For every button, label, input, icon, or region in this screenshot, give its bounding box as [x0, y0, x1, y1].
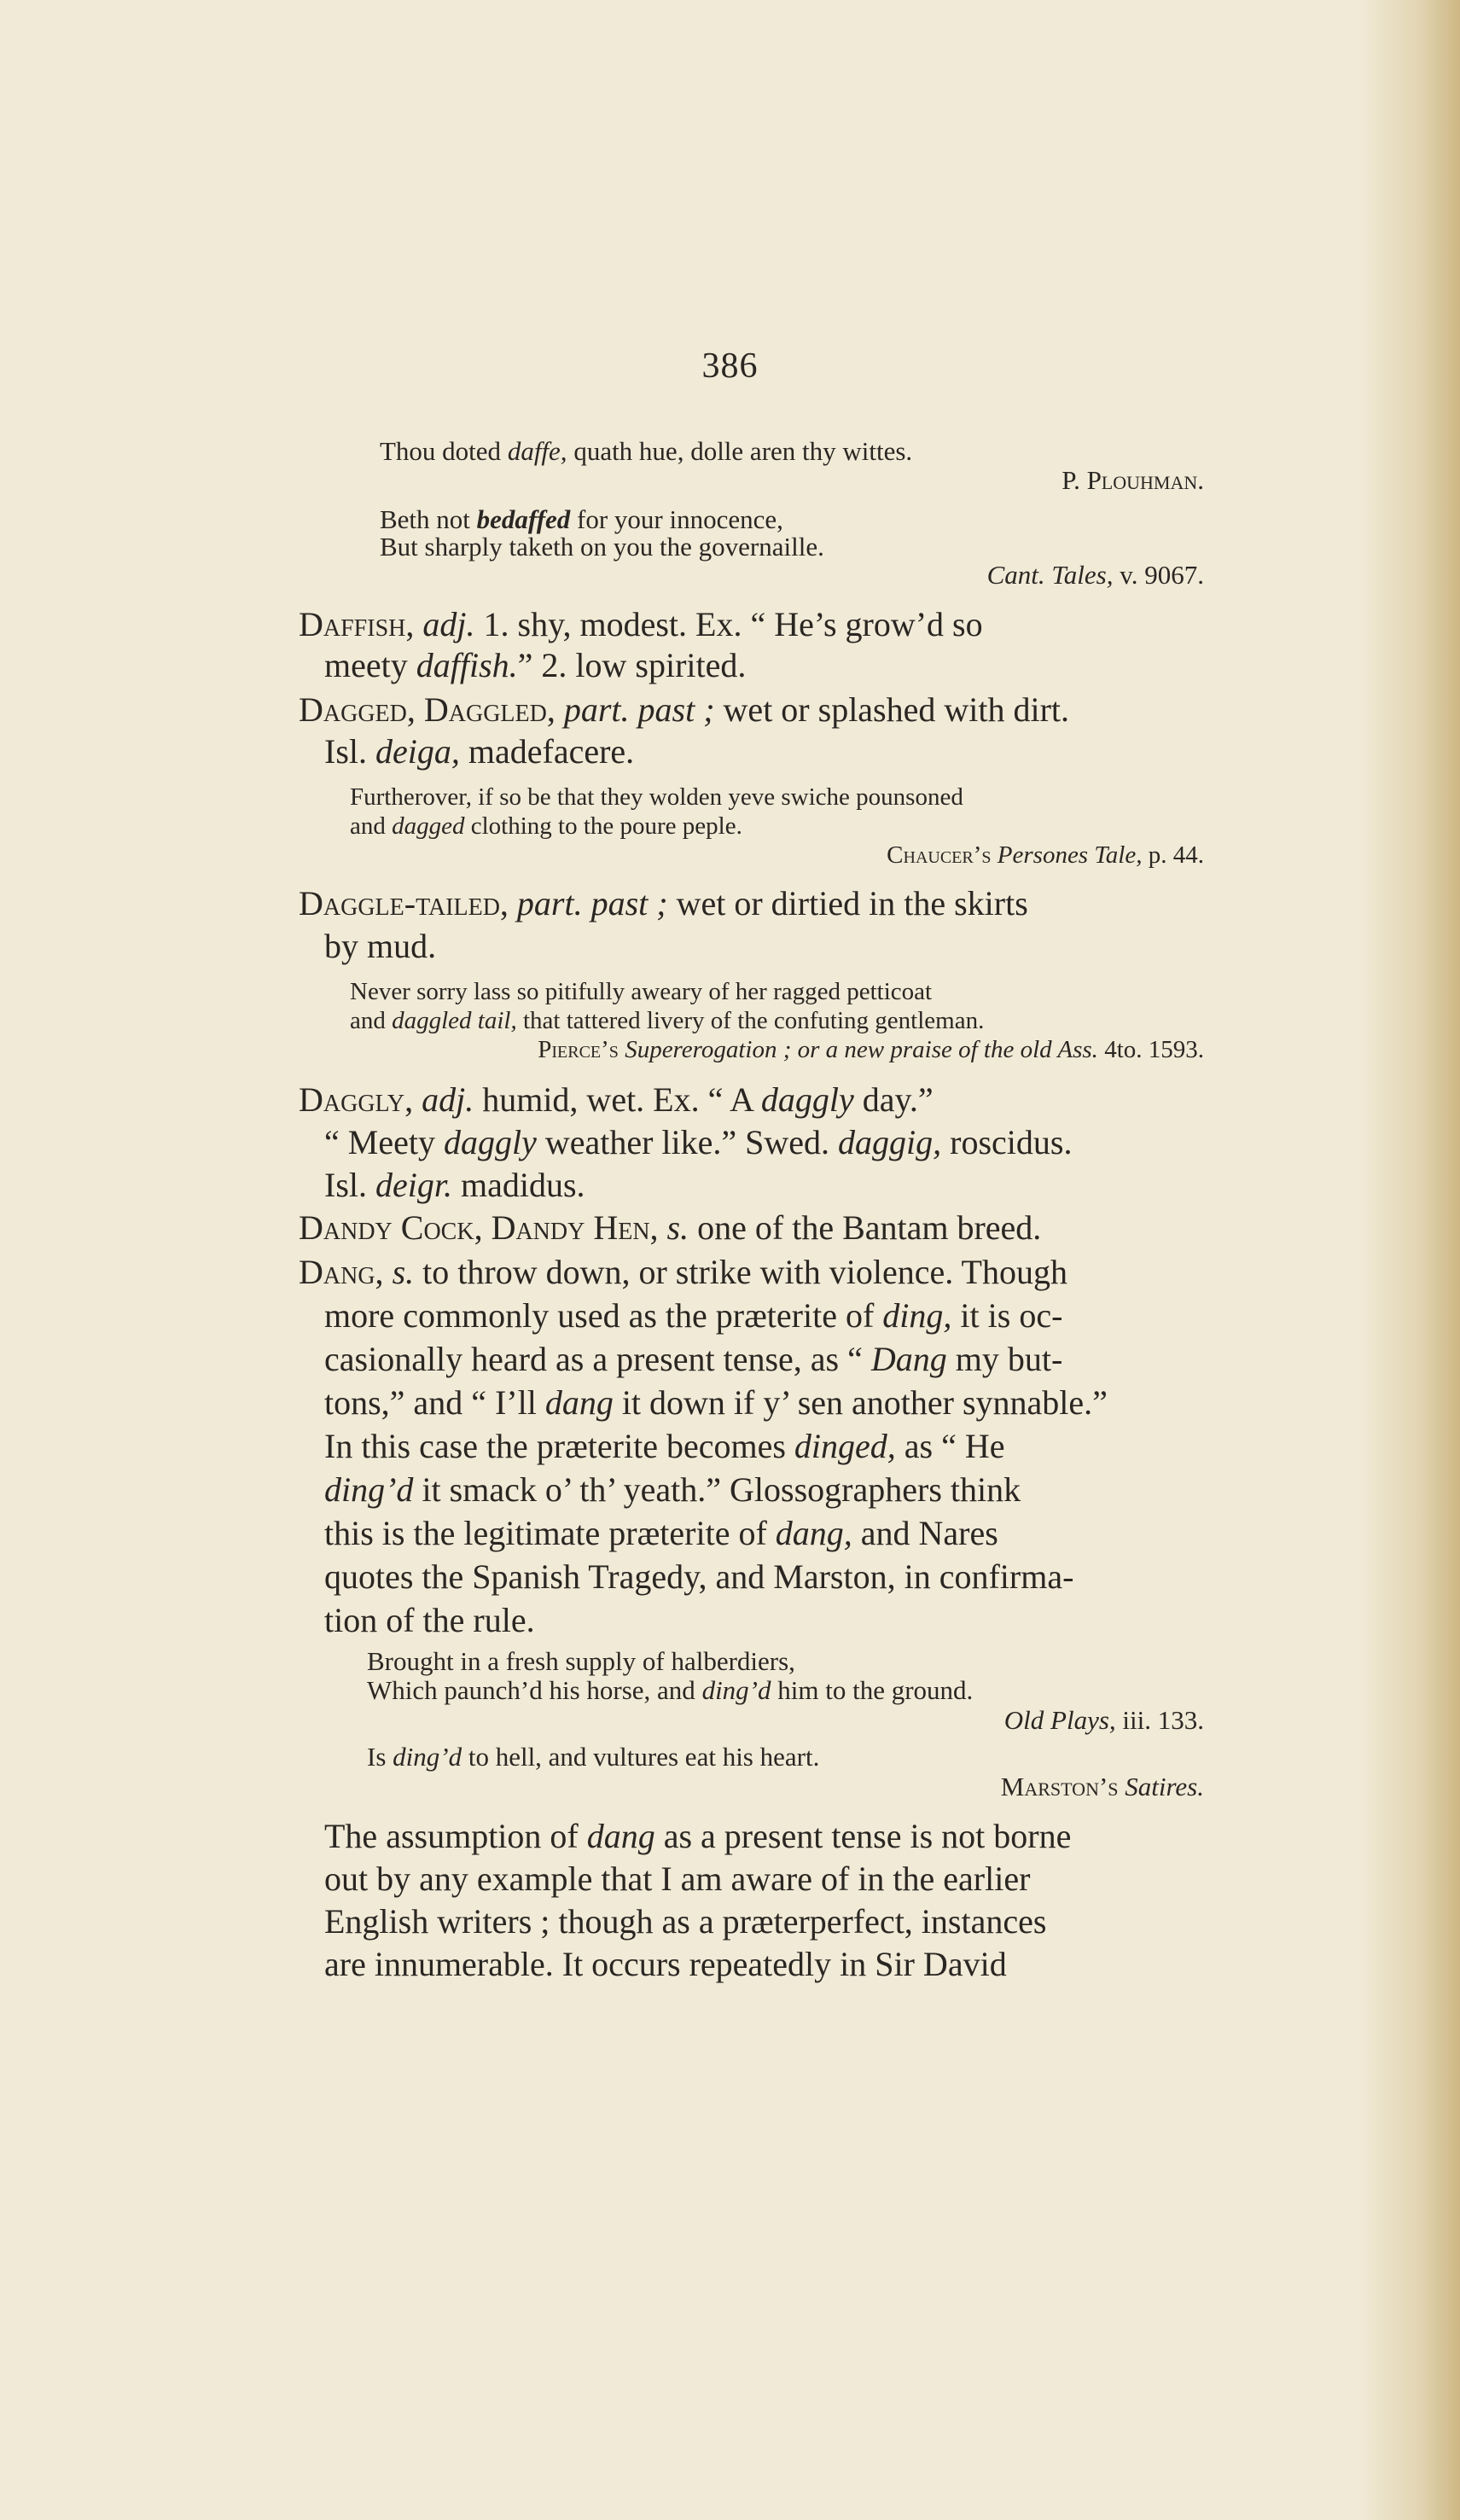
quote-line: But sharply taketh on you the governaille. — [380, 532, 824, 562]
entry-daggly-line: Isl. deigr. madidus. — [324, 1166, 585, 1204]
entry-dang-line: casionally heard as a present tense, as “ Dang my but- — [324, 1340, 1063, 1378]
entry-dagged-line: Dagged, Daggled, part. past ; wet or splashed with dirt. — [299, 690, 1070, 729]
entry-dang-line: Dang, s. to throw down, or strike with violence. Though — [299, 1253, 1067, 1291]
entry-daffish-line: Daffish, adj. 1. shy, modest. Ex. “ He’s grow’d so — [299, 605, 983, 643]
quote-line: and dagged clothing to the poure peple. — [350, 812, 742, 840]
entry-dang-line: more commonly used as the præterite of ding, it is oc- — [324, 1296, 1063, 1335]
quote-line: Beth not bedaffed for your innocence, — [380, 504, 783, 534]
entry-dang-line: quotes the Spanish Tragedy, and Marston, in confirma- — [324, 1557, 1074, 1596]
quote-line: Never sorry lass so pitifully aweary of her ragged petticoat — [350, 978, 933, 1005]
quote-line: Brought in a fresh supply of halberdiers, — [367, 1646, 795, 1676]
headword: Daggly, — [299, 1080, 414, 1119]
entry-daggly-line: “ Meety daggly weather like.” Swed. daggig, roscidus. — [324, 1123, 1073, 1161]
entry-daggle-tailed-line: Daggle-tailed, part. past ; wet or dirtied in the skirts — [299, 884, 1028, 922]
quote-attribution: Pierce’s Supererogation ; or a new praise of the old Ass. 4to. 1593. — [538, 1036, 1204, 1063]
quote-line: and daggled tail, that tattered livery of the confuting gentleman. — [350, 1007, 985, 1034]
headword: Dandy Cock, Dandy Hen, — [299, 1208, 659, 1247]
quote-attribution: Cant. Tales, v. 9067. — [986, 560, 1204, 590]
quote-line: Which paunch’d his horse, and ding’d him to the ground. — [367, 1675, 974, 1705]
paragraph-line: out by any example that I am aware of in the earlier — [324, 1859, 1031, 1898]
quote-line: Furtherover, if so be that they wolden yeve swiche pounsoned — [350, 783, 963, 811]
quote-attribution: Old Plays, iii. 133. — [1003, 1705, 1204, 1735]
entry-dagged-line: Isl. deiga, madefacere. — [324, 732, 635, 771]
headword: Daffish, — [299, 605, 415, 643]
paragraph-line: English writers ; though as a præterperfect, instances — [324, 1902, 1047, 1941]
paragraph-line: are innumerable. It occurs repeatedly in Sir David — [324, 1945, 1007, 1983]
quote-line: Thou doted daffe, quath hue, dolle aren thy wittes. — [380, 436, 913, 466]
entry-dang-line: this is the legitimate præterite of dang, and Nares — [324, 1514, 998, 1552]
headword: Daggle-tailed, — [299, 884, 509, 922]
entry-dang-line: ding’d it smack o’ th’ yeath.” Glossographers think — [324, 1470, 1021, 1509]
entry-daffish-line: meety daffish.” 2. low spirited. — [324, 646, 747, 684]
quote-attribution: Marston’s Satires. — [1000, 1772, 1204, 1801]
headword: Dang, — [299, 1253, 384, 1291]
entry-daggle-tailed-line: by mud. — [324, 927, 437, 965]
quote-line: Is ding’d to hell, and vultures eat his heart. — [367, 1742, 820, 1772]
entry-dandy-line: Dandy Cock, Dandy Hen, s. one of the Bantam breed. — [299, 1208, 1042, 1247]
entry-dang-line: In this case the præterite becomes dinged, as “ He — [324, 1427, 1005, 1465]
paragraph-line: The assumption of dang as a present tense is not borne — [324, 1817, 1072, 1855]
page-number: 386 — [701, 346, 759, 386]
entry-dang-line: tons,” and “ I’ll dang it down if y’ sen another synnable.” — [324, 1383, 1108, 1422]
quote-attribution: P. Plouhman. — [1062, 465, 1204, 495]
quote-attribution: Chaucer’s Persones Tale, p. 44. — [887, 841, 1204, 869]
headword: Dagged, Daggled, — [299, 690, 555, 729]
entry-dang-line: tion of the rule. — [324, 1601, 535, 1639]
entry-daggly-line: Daggly, adj. humid, wet. Ex. “ A daggly day.” — [299, 1080, 934, 1119]
